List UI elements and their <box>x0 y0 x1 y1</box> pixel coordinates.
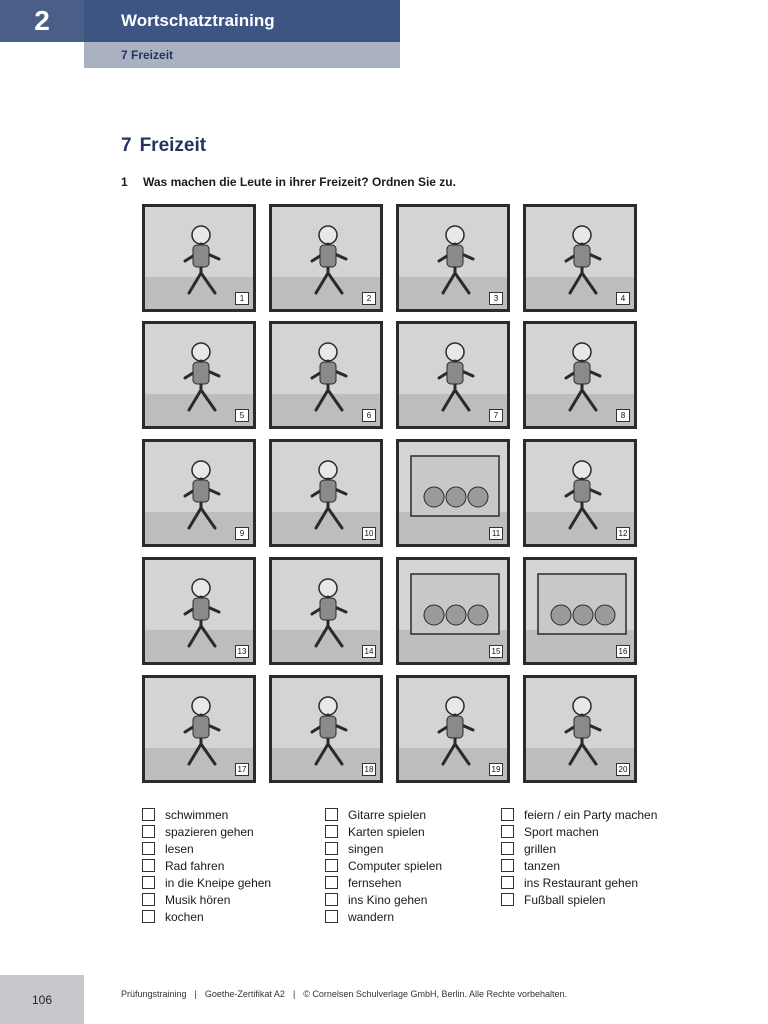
option-item <box>142 891 271 908</box>
picture-number: 4 <box>616 292 630 305</box>
option-label: Sport machen <box>524 824 599 839</box>
instruction-text: Was machen die Leute in ihrer Freizeit? Ordnen Sie zu. <box>143 175 456 189</box>
option-label: ins Restaurant gehen <box>524 875 639 890</box>
picture-20 <box>523 675 637 783</box>
option-item <box>325 874 442 891</box>
option-checkbox[interactable] <box>142 910 155 923</box>
option-checkbox[interactable] <box>142 859 155 872</box>
option-checkbox[interactable] <box>142 893 155 906</box>
option-checkbox[interactable] <box>142 876 155 889</box>
option-item <box>325 806 442 823</box>
picture-9 <box>142 439 256 547</box>
picture-15 <box>396 557 510 665</box>
option-label: Rad fahren <box>165 858 225 873</box>
picture-10 <box>269 439 383 547</box>
picture-number: 20 <box>616 763 630 776</box>
options-column-1 <box>142 806 271 925</box>
picture-number: 13 <box>235 645 249 658</box>
section-heading <box>121 135 214 157</box>
option-label: fernsehen <box>348 875 402 890</box>
picture-number: 8 <box>616 409 630 422</box>
picture-number: 12 <box>616 527 630 540</box>
option-label: feiern / ein Party machen <box>524 807 658 822</box>
option-item <box>501 874 657 891</box>
option-item <box>142 857 271 874</box>
picture-17 <box>142 675 256 783</box>
option-item <box>142 908 271 925</box>
footer-part-2: Goethe-Zertifikat A2 <box>204 989 285 999</box>
picture-number: 19 <box>489 763 503 776</box>
option-checkbox[interactable] <box>501 842 514 855</box>
picture-2 <box>269 204 383 312</box>
option-checkbox[interactable] <box>325 842 338 855</box>
section-number: 7 <box>121 135 132 156</box>
option-item <box>325 823 442 840</box>
option-checkbox[interactable] <box>325 825 338 838</box>
picture-number: 10 <box>362 527 376 540</box>
option-label: singen <box>348 841 384 856</box>
picture-12 <box>523 439 637 547</box>
picture-number: 5 <box>235 409 249 422</box>
option-item <box>142 840 271 857</box>
picture-13 <box>142 557 256 665</box>
chapter-number: 2 <box>0 0 84 42</box>
picture-11 <box>396 439 510 547</box>
picture-number: 2 <box>362 292 376 305</box>
option-label: spazieren gehen <box>165 824 254 839</box>
option-checkbox[interactable] <box>325 859 338 872</box>
picture-number: 7 <box>489 409 503 422</box>
option-label: ins Kino gehen <box>348 892 428 907</box>
option-checkbox[interactable] <box>501 893 514 906</box>
option-label: Musik hören <box>165 892 231 907</box>
picture-number: 6 <box>362 409 376 422</box>
chapter-subtitle: 7 Freizeit <box>84 42 400 68</box>
option-label: wandern <box>348 909 395 924</box>
option-checkbox[interactable] <box>325 910 338 923</box>
option-label: Computer spielen <box>348 858 443 873</box>
option-label: Karten spielen <box>348 824 425 839</box>
picture-3 <box>396 204 510 312</box>
section-title: Freizeit <box>139 135 207 156</box>
picture-5 <box>142 321 256 429</box>
picture-18 <box>269 675 383 783</box>
picture-8 <box>523 321 637 429</box>
option-item <box>142 823 271 840</box>
chapter-title: Wortschatztraining <box>84 0 400 42</box>
option-item <box>501 857 657 874</box>
option-label: in die Kneipe gehen <box>165 875 272 890</box>
footer <box>121 989 567 999</box>
page-number: 106 <box>0 975 84 1024</box>
picture-number: 11 <box>489 527 503 540</box>
picture-number: 16 <box>616 645 630 658</box>
picture-19 <box>396 675 510 783</box>
option-item <box>325 840 442 857</box>
option-checkbox[interactable] <box>142 808 155 821</box>
option-checkbox[interactable] <box>325 808 338 821</box>
picture-grid <box>142 204 642 784</box>
option-checkbox[interactable] <box>325 876 338 889</box>
option-label: Fußball spielen <box>524 892 606 907</box>
picture-number: 18 <box>362 763 376 776</box>
picture-6 <box>269 321 383 429</box>
option-item <box>142 874 271 891</box>
picture-number: 14 <box>362 645 376 658</box>
option-item <box>325 857 442 874</box>
picture-4 <box>523 204 637 312</box>
picture-number: 15 <box>489 645 503 658</box>
picture-number: 3 <box>489 292 503 305</box>
option-item <box>325 891 442 908</box>
footer-part-3: © Cornelsen Schulverlage GmbH, Berlin. Alle Rechte vorbehalten. <box>303 989 568 999</box>
option-item <box>501 806 657 823</box>
option-checkbox[interactable] <box>501 825 514 838</box>
option-checkbox[interactable] <box>325 893 338 906</box>
option-checkbox[interactable] <box>142 825 155 838</box>
footer-part-1: Prüfungstraining <box>121 989 187 999</box>
picture-number: 17 <box>235 763 249 776</box>
option-item <box>501 891 657 908</box>
option-item <box>142 806 271 823</box>
footer-separator: | <box>292 989 296 999</box>
exercise-instruction <box>121 175 456 189</box>
option-item <box>501 823 657 840</box>
option-checkbox[interactable] <box>142 842 155 855</box>
picture-16 <box>523 557 637 665</box>
picture-1 <box>142 204 256 312</box>
picture-7 <box>396 321 510 429</box>
option-label: tanzen <box>524 858 561 873</box>
option-label: Gitarre spielen <box>348 807 427 822</box>
option-checkbox[interactable] <box>501 859 514 872</box>
option-label: lesen <box>165 841 194 856</box>
option-item <box>501 840 657 857</box>
picture-number: 9 <box>235 527 249 540</box>
options-column-3 <box>501 806 657 908</box>
option-label: grillen <box>524 841 557 856</box>
picture-14 <box>269 557 383 665</box>
option-item <box>325 908 442 925</box>
options-column-2 <box>325 806 442 925</box>
option-label: schwimmen <box>165 807 229 822</box>
option-label: kochen <box>165 909 204 924</box>
picture-number: 1 <box>235 292 249 305</box>
option-checkbox[interactable] <box>501 808 514 821</box>
exercise-number: 1 <box>121 175 128 189</box>
option-checkbox[interactable] <box>501 876 514 889</box>
footer-separator: | <box>194 989 197 999</box>
